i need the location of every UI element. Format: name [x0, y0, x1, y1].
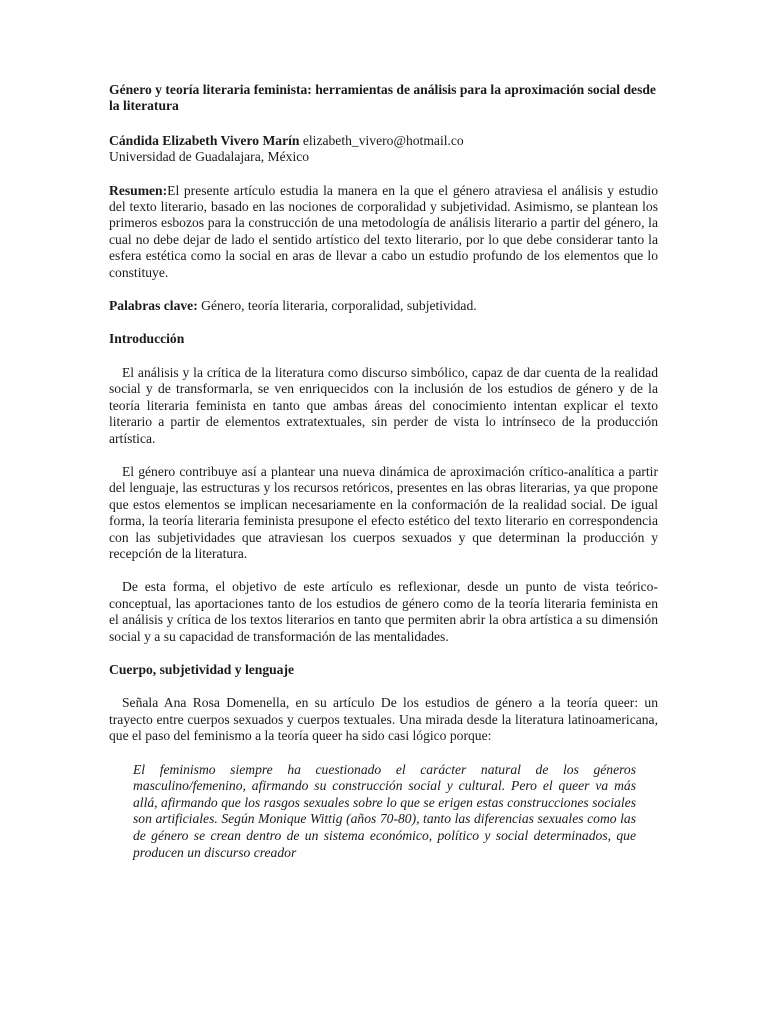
author-name: Cándida Elizabeth Vivero Marín — [109, 132, 300, 148]
paragraph: El género contribuye así a plantear una nueva dinámica de aproximación crítico-analítica a partir del lenguaje, las estructuras y los recursos retóricos, presentes en las obras literarias, ya que propone que estos elementos se implican necesariamente en la conformación de la realidad social. De igual forma, la teoría literaria feminista presupone el efecto estético del texto literario en correspondencia con las subjetividades que atraviesan los cuerpos sexuados y que determinan la producción y recepción de la literatura. — [109, 463, 658, 561]
paragraph: Señala Ana Rosa Domenella, en su artículo De los estudios de género a la teoría queer: un trayecto entre cuerpos sexuados y cuerpos textuales. Una mirada desde la literatura latinoamericana, que el paso del feminismo a la teoría queer ha sido casi lógico porque: — [109, 695, 658, 744]
block-quote: El feminismo siempre ha cuestionado el carácter natural de los géneros masculino/femenino, afirmando su construcción social y cultural. Pero el queer va más allá, afirmando que los rasgos sexuales sobre lo que se erigen estas construcciones sociales son artificiales. Según Monique Wittig (años 70-80), tanto las diferencias sexuales como las de género se crean dentro de un sistema económico, político y social determinados, que producen un discurso creador — [133, 761, 636, 860]
section-heading-body: Cuerpo, subjetividad y lenguaje — [109, 661, 295, 677]
keywords-text: Género, teoría literaria, corporalidad, subjetividad. — [201, 298, 477, 314]
article-title: Género y teoría literaria feminista: herramientas de análisis para la aproximación social desde la literatura — [109, 82, 656, 114]
author-line — [109, 133, 658, 149]
keywords — [109, 298, 658, 314]
section-heading-introduction: Introducción — [109, 331, 185, 347]
paragraph: De esta forma, el objetivo de este artículo es reflexionar, desde un punto de vista teórico-conceptual, las aportaciones tanto de los estudios de género como de la teoría literaria feminista en el análisis y crítica de los textos literarios en tanto que permiten abrir la obra artística a su dimensión social y a su capacidad de transformación de las mentalidades. — [109, 579, 658, 644]
abstract-text: El presente artículo estudia la manera en la que el género atraviesa el análisis y estudio del texto literario, basado en las nociones de corporalidad y subjetividad. Asimismo, se plantean los primeros esbozos para la construcción de una metodología de análisis literario a partir del género, la cual no debe dejar de lado el sentido artístico del texto literario, por lo que debe considerar tanto la esfera estética como la social en aras de llevar a cabo un estudio profundo de los elementos que lo constituye. — [109, 182, 658, 280]
paragraph: El análisis y la crítica de la literatura como discurso simbólico, capaz de dar cuenta de la realidad social y de transformarla, se ven enriquecidos con la inclusión de los estudios de género y de la teoría literaria feminista en tanto que ambas áreas del conocimiento intentan explicar el texto literario a partir de elementos extratextuales, sin perder de vista lo intrínseco de la producción artística. — [109, 364, 658, 446]
author-affiliation: Universidad de Guadalajara, México — [109, 149, 310, 165]
abstract-label: Resumen: — [109, 182, 168, 198]
keywords-label: Palabras clave: — [109, 298, 198, 314]
abstract — [109, 183, 658, 281]
author-email: elizabeth_vivero@hotmail.co — [302, 132, 464, 148]
